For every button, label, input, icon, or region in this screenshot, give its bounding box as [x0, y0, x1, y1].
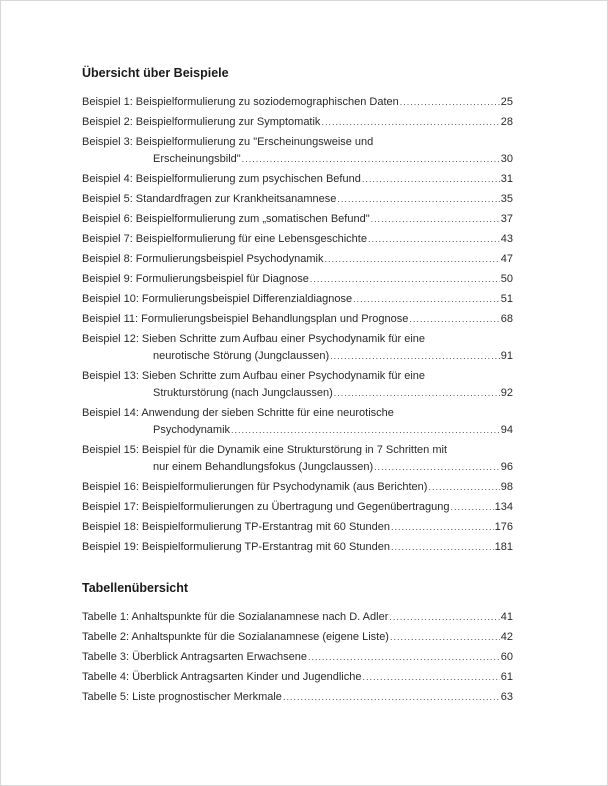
entry-line: [82, 191, 513, 208]
entry-title: Beispiel 10: Formulierungsbeispiel Differenzialdiagnose: [82, 293, 353, 305]
leader-dots: [371, 211, 500, 228]
page-number: 68: [500, 313, 513, 325]
page-number: 35: [500, 193, 513, 205]
entry-line: [82, 385, 513, 402]
example-entry: [82, 211, 513, 228]
leader-dots: [242, 151, 500, 168]
leader-dots: [353, 291, 500, 308]
example-entry: [82, 171, 513, 188]
entry-title: Beispiel 16: Beispielformulierungen für Psychodynamik (aus Berichten): [82, 481, 428, 493]
entry-title: Beispiel 2: Beispielformulierung zur Symptomatik: [82, 116, 321, 128]
entry-line: [82, 331, 513, 348]
entry-line: [82, 114, 513, 131]
entry-line: [82, 231, 513, 248]
page-number: 42: [500, 631, 513, 643]
entry-title: Tabelle 1: Anhaltspunkte für die Sozialanamnese nach D. Adler: [82, 611, 389, 623]
entry-title: Beispiel 4: Beispielformulierung zum psychischen Befund: [82, 173, 361, 185]
entry-title: Beispiel 19: Beispielformulierung TP-Erstantrag mit 60 Stunden: [82, 541, 390, 553]
page-number: 31: [500, 173, 513, 185]
entry-title: neurotische Störung (Jungclaussen): [153, 350, 330, 362]
page-number: 94: [500, 424, 513, 436]
entry-title: Beispiel 12: Sieben Schritte zum Aufbau einer Psychodynamik für eine: [82, 333, 426, 345]
page-number: 63: [500, 691, 513, 703]
entry-line: [82, 442, 513, 459]
leader-dots: [400, 94, 500, 111]
entry-title: Beispiel 8: Formulierungsbeispiel Psychodynamik: [82, 253, 324, 265]
entry-line: [82, 459, 513, 476]
page-number: 25: [500, 96, 513, 108]
entry-line: [82, 348, 513, 365]
example-entry: [82, 368, 513, 402]
page-number: 61: [500, 671, 513, 683]
entry-title: Beispiel 7: Beispielformulierung für eine Lebensgeschichte: [82, 233, 367, 245]
entry-title: Tabelle 4: Überblick Antragsarten Kinder und Jugendliche: [82, 671, 362, 683]
entry-line: [82, 669, 513, 686]
entry-title: Beispiel 11: Formulierungsbeispiel Behandlungsplan und Prognose: [82, 313, 409, 325]
page-number: 96: [500, 461, 513, 473]
example-entry: [82, 291, 513, 308]
entry-title: Beispiel 18: Beispielformulierung TP-Erstantrag mit 60 Stunden: [82, 521, 390, 533]
example-entry: [82, 539, 513, 556]
entry-line: [82, 211, 513, 228]
leader-dots: [389, 609, 499, 626]
example-entry: [82, 442, 513, 476]
page-number: 43: [500, 233, 513, 245]
entry-title: Beispiel 9: Formulierungsbeispiel für Diagnose: [82, 273, 309, 285]
entry-title: Psychodynamik: [153, 424, 231, 436]
example-entry: [82, 94, 513, 111]
page-number: 98: [500, 481, 513, 493]
entry-line: [82, 311, 513, 328]
example-entry: [82, 114, 513, 131]
table-entry: [82, 649, 513, 666]
entry-title: Beispiel 3: Beispielformulierung zu "Erscheinungsweise und: [82, 136, 374, 148]
entry-title: Beispiel 1: Beispielformulierung zu soziodemographischen Daten: [82, 96, 399, 108]
page-number: 181: [494, 541, 513, 553]
entry-title: Beispiel 15: Beispiel für die Dynamik eine Strukturstörung in 7 Schritten mit: [82, 444, 448, 456]
leader-dots: [310, 271, 500, 288]
entry-line: [82, 422, 513, 439]
leader-dots: [390, 629, 500, 646]
leader-dots: [391, 519, 494, 536]
leader-dots: [283, 689, 500, 706]
leader-dots: [325, 251, 500, 268]
example-entry: [82, 331, 513, 365]
entry-line: [82, 629, 513, 646]
leader-dots: [428, 479, 499, 496]
example-entry: [82, 499, 513, 516]
entry-line: [82, 291, 513, 308]
leader-dots: [374, 459, 500, 476]
example-entry: [82, 479, 513, 496]
leader-dots: [451, 499, 494, 516]
leader-dots: [362, 171, 500, 188]
entry-title: Beispiel 17: Beispielformulierungen zu Übertragung und Gegenübertragung: [82, 501, 450, 513]
entry-line: [82, 368, 513, 385]
entry-line: [82, 519, 513, 536]
entry-line: [82, 134, 513, 151]
page-number: 176: [494, 521, 513, 533]
page-number: 91: [500, 350, 513, 362]
tables-heading: Tabellenübersicht: [82, 581, 189, 595]
entry-line: [82, 479, 513, 496]
page-number: 37: [500, 213, 513, 225]
page-number: 92: [500, 387, 513, 399]
example-entry: [82, 519, 513, 536]
page-number: 51: [500, 293, 513, 305]
leader-dots: [337, 191, 499, 208]
example-entry: [82, 134, 513, 168]
leader-dots: [321, 114, 499, 131]
entry-title: Beispiel 5: Standardfragen zur Krankheitsanamnese: [82, 193, 337, 205]
leader-dots: [334, 385, 500, 402]
entry-line: [82, 271, 513, 288]
examples-heading: Übersicht über Beispiele: [82, 66, 229, 80]
entry-title: Beispiel 6: Beispielformulierung zum „somatischen Befund": [82, 213, 370, 225]
entry-title: Tabelle 3: Überblick Antragsarten Erwachsene: [82, 651, 308, 663]
entry-title: Beispiel 13: Sieben Schritte zum Aufbau einer Psychodynamik für eine: [82, 370, 426, 382]
page-number: 47: [500, 253, 513, 265]
example-entry: [82, 271, 513, 288]
entry-title: Erscheinungsbild": [153, 153, 241, 165]
entry-line: [82, 94, 513, 111]
entry-line: [82, 609, 513, 626]
leader-dots: [391, 539, 494, 556]
example-entry: [82, 311, 513, 328]
page-number: 134: [494, 501, 513, 513]
leader-dots: [368, 231, 500, 248]
table-entry: [82, 629, 513, 646]
page-number: 50: [500, 273, 513, 285]
entry-line: [82, 539, 513, 556]
entry-title: nur einem Behandlungsfokus (Jungclaussen): [153, 461, 374, 473]
entry-title: Strukturstörung (nach Jungclaussen): [153, 387, 333, 399]
entry-line: [82, 499, 513, 516]
entry-line: [82, 251, 513, 268]
entry-title: Beispiel 14: Anwendung der sieben Schritte für eine neurotische: [82, 407, 394, 419]
entry-line: [82, 649, 513, 666]
page-number: 60: [500, 651, 513, 663]
table-entry: [82, 689, 513, 706]
example-entry: [82, 405, 513, 439]
entry-line: [82, 405, 513, 422]
leader-dots: [308, 649, 500, 666]
entry-line: [82, 151, 513, 168]
example-entry: [82, 231, 513, 248]
example-entry: [82, 251, 513, 268]
table-entry: [82, 609, 513, 626]
entry-title: Tabelle 5: Liste prognostischer Merkmale: [82, 691, 282, 703]
leader-dots: [362, 669, 499, 686]
entry-line: [82, 689, 513, 706]
leader-dots: [409, 311, 499, 328]
leader-dots: [231, 422, 500, 439]
leader-dots: [330, 348, 500, 365]
page-number: 30: [500, 153, 513, 165]
entry-line: [82, 171, 513, 188]
example-entry: [82, 191, 513, 208]
entry-title: Tabelle 2: Anhaltspunkte für die Sozialanamnese (eigene Liste): [82, 631, 389, 643]
page-number: 28: [500, 116, 513, 128]
table-entry: [82, 669, 513, 686]
page-number: 41: [500, 611, 513, 623]
